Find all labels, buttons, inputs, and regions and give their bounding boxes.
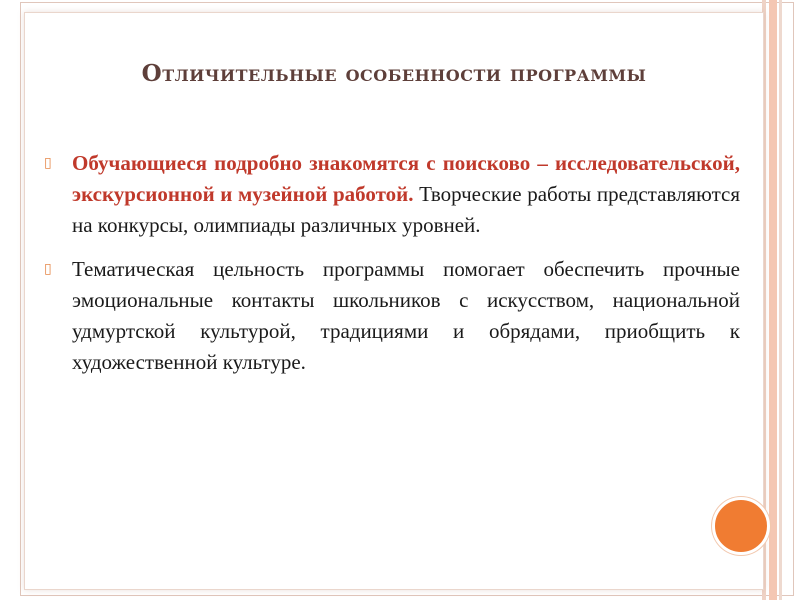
- orange-circle-decoration: [712, 497, 770, 555]
- square-bullet-icon: ▯: [44, 261, 52, 277]
- bullet-list: [40, 148, 740, 391]
- bullet-item: [40, 254, 740, 378]
- slide-title: Отличительные особенности программы: [141, 60, 647, 87]
- decor-stripe: [769, 0, 777, 600]
- decor-stripe: [779, 0, 782, 600]
- square-bullet-icon: ▯: [44, 155, 52, 171]
- bullet-text: Тематическая цельность программы помогает обеспечить прочные эмоциональные контакты школьников с искусством, национальной удмуртской культурой, традициями и обрядами, приобщить к художественной культуре.: [72, 257, 740, 374]
- bullet-text: Творческие работы представляются на конкурсы, олимпиады различных уровней.: [72, 182, 740, 237]
- bullet-item: [40, 148, 740, 241]
- bullet-emphasis-text: Обучающиеся подробно знакомятся с поисково – исследовательской, экскурсионной и музейной работой.: [72, 151, 740, 206]
